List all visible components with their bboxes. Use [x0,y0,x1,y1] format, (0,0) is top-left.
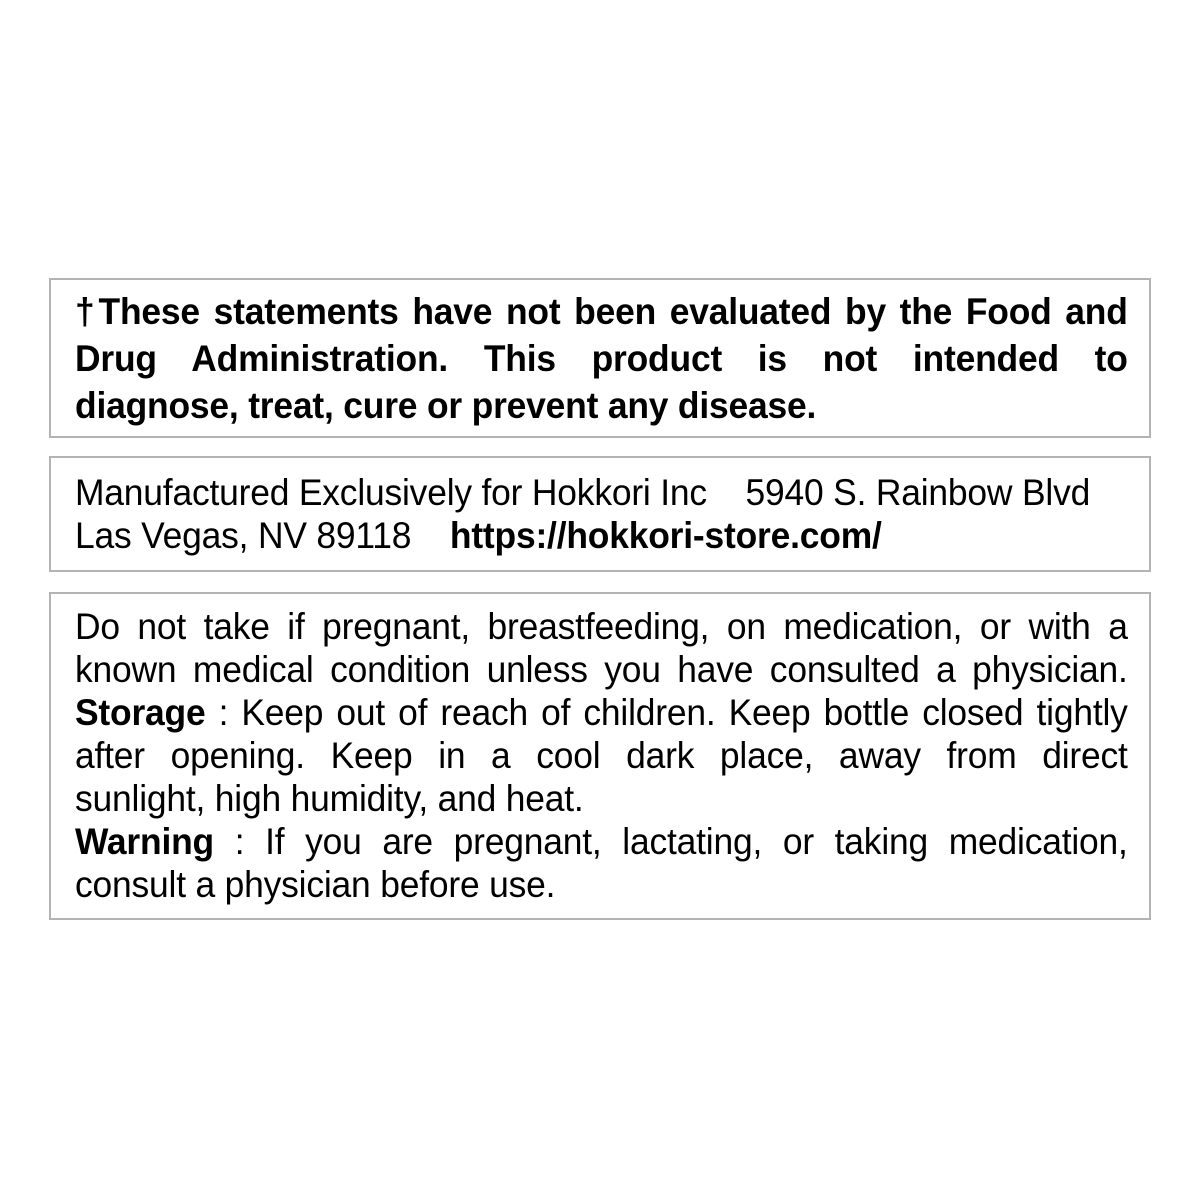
text-line [75,288,1128,335]
text-segment: : If you are pregnant, lactating, or taking medication, [213,821,1128,862]
text-line [75,691,1128,734]
warnings-box [49,592,1151,920]
text-line [75,863,1128,906]
text-line [75,514,1128,557]
warnings-text [75,605,1128,906]
storage-heading: Storage [75,692,206,733]
text-line [75,605,1128,648]
text-segment: consult a physician before use. [75,864,556,905]
fda-disclaimer-text [75,288,1128,429]
store-url: https://hokkori-store.com/ [449,515,882,556]
fda-disclaimer-box [49,278,1151,438]
manufacturer-text [75,471,1128,557]
text-line [75,648,1128,691]
text-line [75,734,1128,777]
text-segment: known medical condition unless you have consulted a physician. [75,649,1128,690]
text-line [75,335,1128,382]
text-line [75,382,1128,429]
text-segment: sunlight, high humidity, and heat. [75,778,584,819]
manufacturer-address-line2: Las Vegas, NV 89118 [75,515,450,556]
text-line [75,777,1128,820]
warning-heading: Warning [75,821,214,862]
text-segment: †These statements have not been evaluated by the Food and [75,291,1128,332]
text-segment: Do not take if pregnant, breastfeeding, on medication, or with a [75,606,1128,647]
manufacturer-box [49,456,1151,572]
manufacturer-address-line1: Manufactured Exclusively for Hokkori Inc 5940 S. Rainbow Blvd [75,472,1091,513]
text-segment: after opening. Keep in a cool dark place, away from direct [75,735,1128,776]
text-segment: Drug Administration. This product is not intended to [75,338,1128,379]
text-line [75,471,1128,514]
text-segment: : Keep out of reach of children. Keep bottle closed tightly [205,692,1128,733]
text-line [75,820,1128,863]
text-segment: diagnose, treat, cure or prevent any disease. [75,385,817,426]
